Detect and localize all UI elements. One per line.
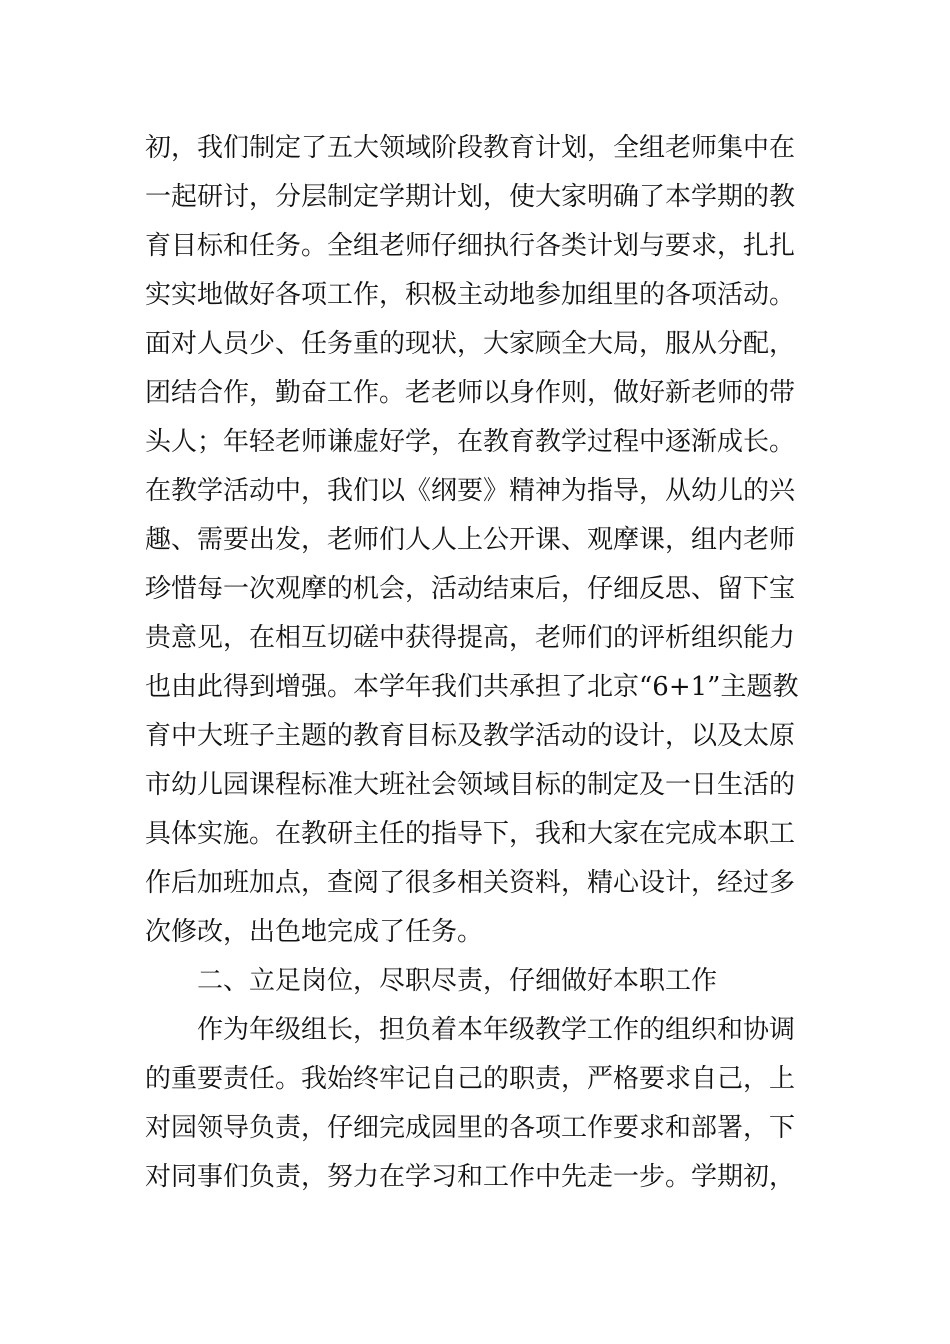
text-line: 初，我们制定了五大领域阶段教育计划，全组老师集中在 [145, 133, 796, 163]
text-line: 面对人员少、任务重的现状，大家顾全大局，服从分配， [145, 329, 796, 359]
text-line: 次修改，出色地完成了任务。 [145, 917, 484, 947]
text-line: 一起研讨，分层制定学期计划，使大家明确了本学期的教 [145, 182, 796, 212]
text-line: 对园领导负责，仔细完成园里的各项工作要求和部署，下 [145, 1113, 796, 1143]
text-line: 育中大班子主题的教育目标及教学活动的设计，以及太原 [145, 721, 796, 751]
text-line: 实实地做好各项工作，积极主动地参加组里的各项活动。 [145, 280, 796, 310]
section-heading: 二、立足岗位，尽职尽责，仔细做好本职工作 [197, 966, 718, 996]
text-line: 贵意见，在相互切磋中获得提高，老师们的评析组织能力 [145, 623, 796, 653]
text-line: 具体实施。在教研主任的指导下，我和大家在完成本职工 [145, 819, 796, 849]
text-line: 市幼儿园课程标准大班社会领域目标的制定及一日生活的 [145, 770, 796, 800]
text-line: 趣、需要出发，老师们人人上公开课、观摩课，组内老师 [145, 525, 796, 555]
text-line: 珍惜每一次观摩的机会，活动结束后，仔细反思、留下宝 [145, 574, 796, 604]
text-line: 的重要责任。我始终牢记自己的职责，严格要求自己，上 [145, 1064, 796, 1094]
document-body [145, 124, 810, 1202]
text-line: 育目标和任务。全组老师仔细执行各类计划与要求，扎扎 [145, 231, 796, 261]
text-line: 作后加班加点，查阅了很多相关资料，精心设计，经过多 [145, 868, 796, 898]
text-line: 头人；年轻老师谦虚好学，在教育教学过程中逐渐成长。 [145, 427, 796, 457]
paragraph-first-line: 作为年级组长，担负着本年级教学工作的组织和协调 [197, 1015, 796, 1045]
text-line: 对同事们负责，努力在学习和工作中先走一步。学期初， [145, 1162, 796, 1192]
text-line: 团结合作，勤奋工作。老老师以身作则，做好新老师的带 [145, 378, 796, 408]
text-line: 也由此得到增强。本学年我们共承担了北京“6+1”主题教 [145, 672, 799, 702]
text-line: 在教学活动中，我们以《纲要》精神为指导，从幼儿的兴 [145, 476, 796, 506]
